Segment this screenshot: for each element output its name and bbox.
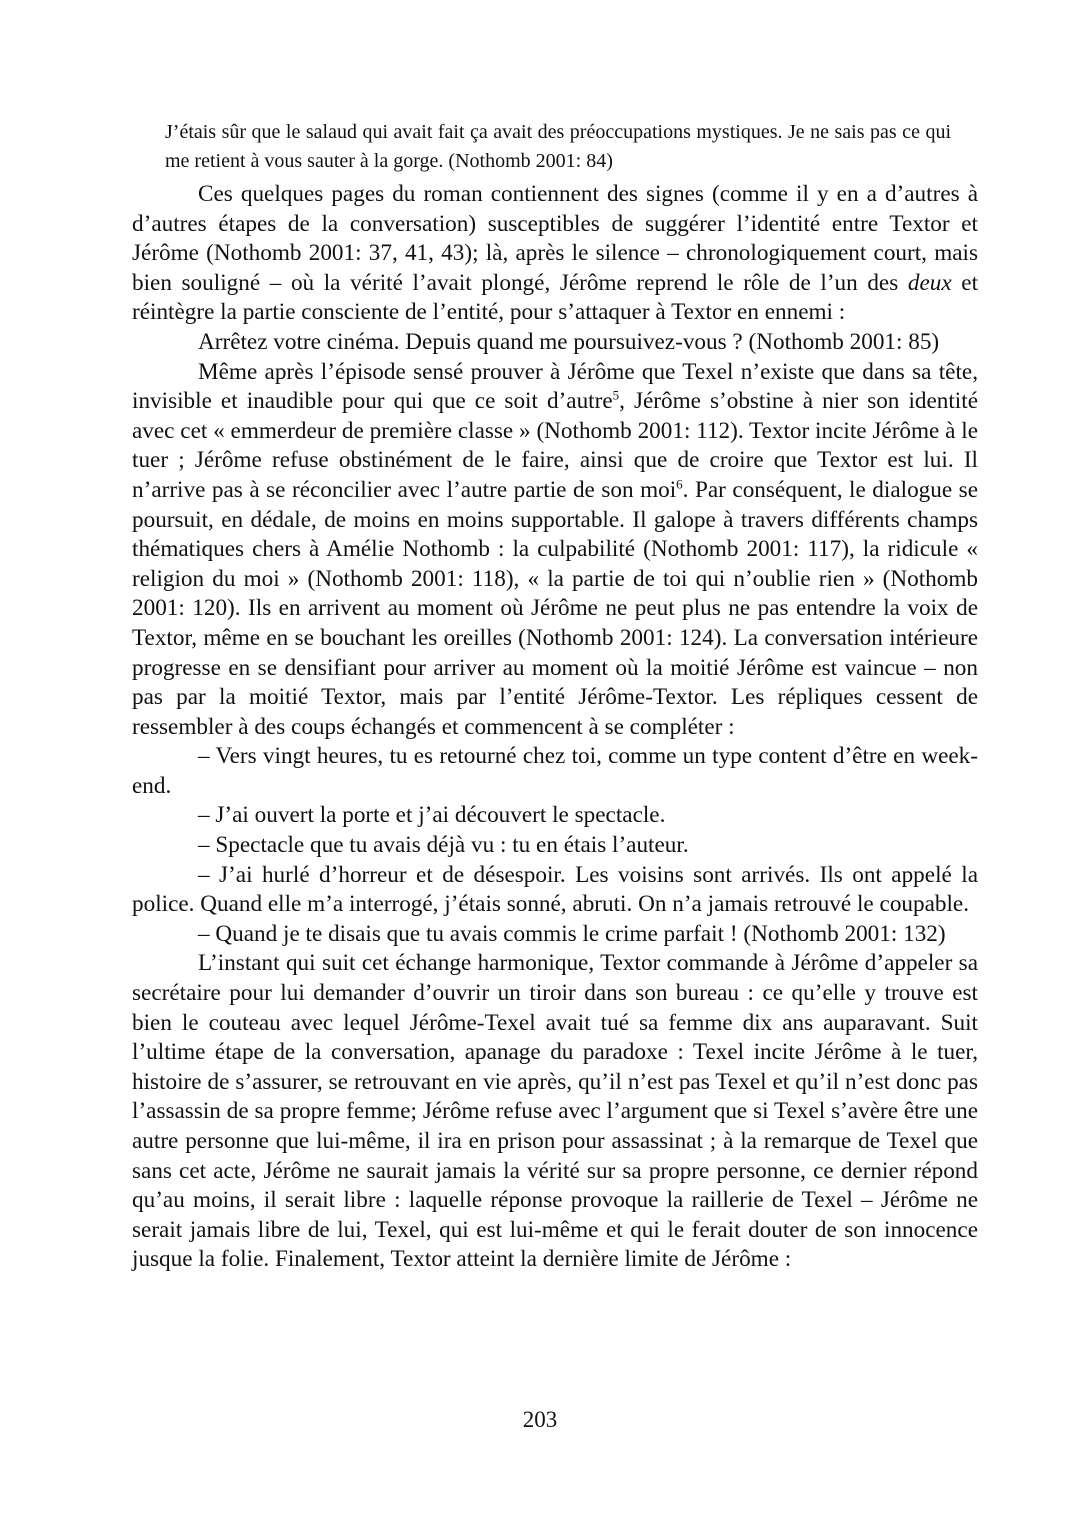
emphasis-deux: deux bbox=[907, 269, 952, 296]
paragraph-1 bbox=[132, 180, 978, 328]
inline-quote: Arrêtez votre cinéma. Depuis quand me poursuivez-vous ? (Nothomb 2001: 85) bbox=[198, 328, 940, 355]
dialogue-line: – J’ai ouvert la porte et j’ai découvert le spectacle. bbox=[198, 802, 666, 829]
paragraph-2 bbox=[132, 358, 978, 743]
text-body bbox=[132, 180, 978, 1275]
paragraph-2-text-c: . Par conséquent, le dialogue se poursuit, en dédale, de moins en moins supportable. Il galope à travers différents champs thématiques chers à Amélie Nothomb : la culpabilité (Nothomb 2001: 117), la ridicule « religion du moi » (Nothomb 2001: 118), « la partie de toi qui n’oublie rien » (Nothomb 2001: 120). Ils en arrivent au moment où Jérôme ne peut plus ne pas entendre la voix de Textor, même en se bouchant les oreilles (Nothomb 2001: 124). La conversation intérieure progresse en se densifiant pour arriver au moment où la moitié Jérôme est vaincue – non pas par la moitié Textor, mais par l’entité Jérôme-Textor. Les répliques cessent de ressembler à des coups échangés et commencent à se compléter : bbox=[132, 476, 978, 740]
dialogue-line: – Spectacle que tu avais déjà vu : tu en étais l’auteur. bbox=[198, 832, 689, 859]
paragraph-2-text-a: Même après l’épisode sensé prouver à Jérôme que Texel n’existe que dans sa tête, invisible et inaudible pour qui que ce soit d’autre bbox=[132, 358, 978, 415]
footnote-ref-5[interactable]: 5 bbox=[612, 387, 620, 403]
dialogue-line: – Quand je te disais que tu avais commis le crime parfait ! (Nothomb 2001: 132) bbox=[198, 920, 946, 947]
dialogue-line: – Vers vingt heures, tu es retourné chez toi, comme un type content d’être en week-end. bbox=[132, 743, 978, 799]
footnote-ref-6[interactable]: 6 bbox=[676, 476, 683, 492]
paragraph-1-text-a: Ces quelques pages du roman contiennent des signes (comme il y en a d’autres à d’autres étapes de la conversation) susceptibles de suggérer l’identité entre Textor et Jérôme (Nothomb 2001: 37, 41, 43); là, après le silence – chronologiquement court, mais bien souligné – où la vérité l’avait plongé, Jérôme reprend le rôle de l’un des bbox=[132, 181, 978, 296]
paragraph-1-text-b: et réintègre la partie consciente de l’entité, pour s’attaquer à Textor en ennemi : bbox=[132, 269, 979, 326]
paragraph-2-text-b: , Jérôme s’obstine à nier son identité avec cet « emmerdeur de première classe » (Nothomb 2001: 112). Textor incite Jérôme à le tuer ; Jérôme refuse obstinément de le faire, ainsi que de croire que Textor est lui. Il n’arrive pas à se réconcilier avec l’autre partie de son moi bbox=[132, 388, 978, 503]
dialogue-line: – J’ai hurlé d’horreur et de désespoir. Les voisins sont arrivés. Ils ont appelé la police. Quand elle m’a interrogé, j’étais sonné, abruti. On n’a jamais retrouvé le coupable. bbox=[132, 861, 978, 918]
block-quote: J’étais sûr que le salaud qui avait fait ça avait des préoccupations mystiques. Je ne sais pas ce qui me retient à vous sauter à la gorge. (Nothomb 2001: 84) bbox=[165, 121, 951, 172]
page-number: 203 bbox=[522, 1407, 558, 1432]
paragraph-3: L’instant qui suit cet échange harmonique, Textor commande à Jérôme d’appeler sa secrétaire pour lui demander d’ouvrir un tiroir dans son bureau : ce qu’elle y trouve est bien le couteau avec lequel Jérôme-Texel avait tué sa femme dix ans auparavant. Suit l’ultime étape de la conversation, apanage du paradoxe : Texel incite Jérôme à le tuer, histoire de s’assurer, se retrouvant en vie après, qu’il n’est pas Texel et qu’il n’est donc pas l’assassin de sa propre femme; Jérôme refuse avec l’argument que si Texel s’avère être une autre personne que lui-même, il ira en prison pour assassinat ; à la remarque de Texel que sans cet acte, Jérôme ne saurait jamais la vérité sur sa propre personne, ce dernier répond qu’au moins, il serait libre : laquelle réponse provoque la raillerie de Texel – Jérôme ne serait jamais libre de lui, Texel, qui est lui-même et qui le ferait douter de son innocence jusque la folie. Finalement, Textor atteint la dernière limite de Jérôme : bbox=[132, 950, 978, 1273]
